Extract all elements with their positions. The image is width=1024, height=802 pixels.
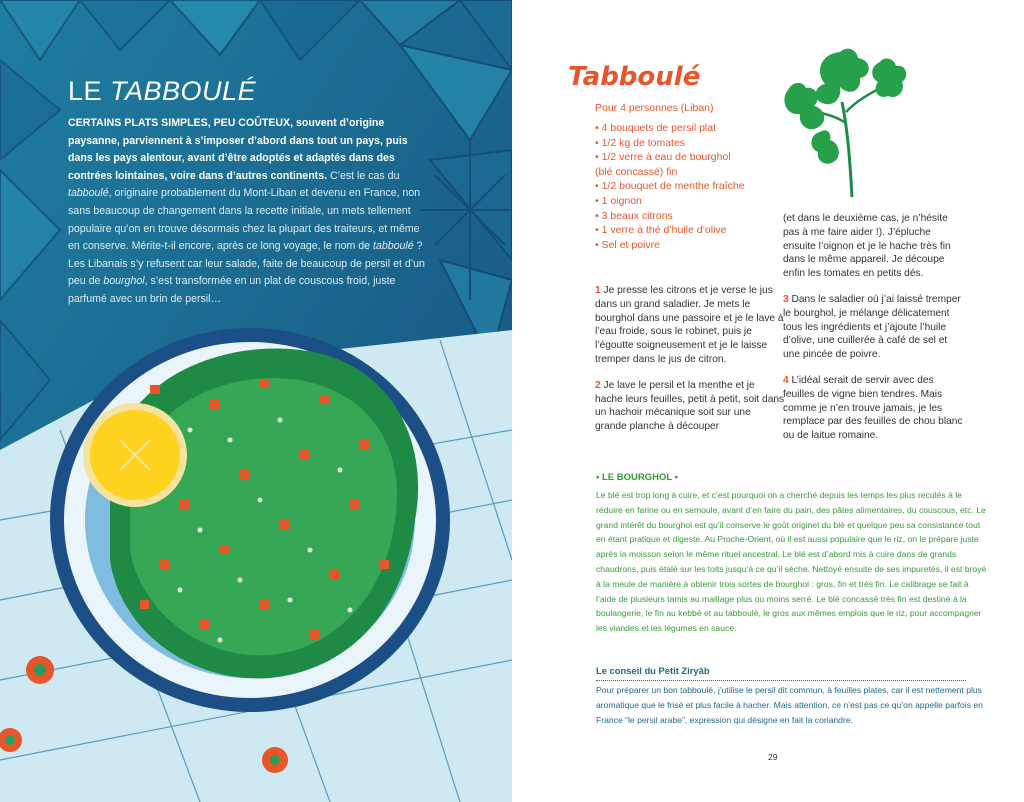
recipe-step: 3 Dans le saladier où j’ai laissé tremper le bourghol, je mélange délicatement tous les ingrédients et j’ajoute l’huile d’olive, une cuillerée à café de sel et une pincée de poivre.	[783, 293, 961, 361]
bourghol-heading: • LE BOURGHOL •	[596, 472, 678, 483]
divider	[596, 680, 966, 681]
ingredient-item: • 4 bouquets de persil plat	[595, 122, 717, 134]
steps-column-left	[595, 284, 785, 446]
page-title: LE TABBOULÉ	[68, 76, 257, 106]
ingredient-list	[595, 121, 770, 252]
page-number: 29	[768, 752, 778, 762]
ingredient-item: (blé concassé) fin	[595, 165, 678, 178]
recipe-step: (et dans le deuxième cas, je n’hésite pas à me faire aider !). J’épluche ensuite l’oignon et je le hache très fin dans le même appareil. Je découpe enfin les tomates en petits dés.	[783, 213, 951, 280]
intro-paragraph: CERTAINS PLATS SIMPLES, PEU COÛTEUX, souvent d’origine paysanne, parviennent à s’imposer d’abord dans tout un pays, puis dans les pays alentour, avant d’être adoptés et adaptés dans des contrées lointaines, voire dans d’autres continents. C’est le cas du tabboulé, originaire probablement du Mont-Liban et devenu en France, non sans beaucoup de changement dans la recette initiale, un mets tellement populaire qu’on en trouve désormais chez la plupart des traiteurs, et même en conserve. Mérite-t-il encore, après ce long voyage, le nom de tabboulé ? Les Libanais s’y refusent car leur salade, faite de beaucoup de persil et d’un peu de bourghol, s’est transformée en un plat de couscous froid, juste parfumé avec un brin de persil…	[68, 117, 425, 305]
recipe-step: 1 Je presse les citrons et je verse le jus dans un grand saladier. Je mets le bourghol dans une passoire et je le lave à l’eau froide, sous le robinet, puis je l’égoutte soigneusement et je le laisse tremper dans le jus de citron.	[595, 285, 784, 365]
ingredient-item: • 1 verre à thé d’huile d’olive	[595, 224, 727, 237]
recipe-servings: Pour 4 personnes (Liban)	[595, 102, 714, 114]
ingredient-item: • 1/2 verre à eau de bourghol	[595, 151, 731, 164]
bourghol-text: Le blé est trop long à cuire, et c’est pourquoi on a cherché depuis les temps les plus reculés à le réduire en farine ou en semoule, avant d’en faire du pain, des pâtes alimentaires, du couscous, etc. Le grand intérêt du bourghol est qu’il conserve le goût originel du blé et quelque peu sa consistance tout en étant pratique et digeste. Au Proche-Orient, où il est aussi populaire que le riz, on le prépare juste après la moisson selon le même rituel ancestral. Le blé est d’abord mis à cuire dans de grands chaudrons, puis étalé sur les toits jusqu’à ce qu’il sèche. Nettoyé ensuite de ses impuretés, il est broyé à la meule de manière à obtenir trois sortes de bourghol : gros, fin et très fin. Le calibrage se fait à l’aide de plusieurs tamis au maillage plus ou moins serré. Le blé concassé très fin est destiné à la boulangerie, le fin au kebbé et au tabboulé, le gros aux mêmes emplois que le riz, pour accompagner les viandes et les légumes en sauce.	[596, 490, 987, 634]
ingredient-item: • 3 beaux citrons	[595, 209, 673, 222]
ingredient-item: • Sel et poivre	[595, 238, 660, 251]
recipe-title: Tabboulé	[568, 62, 701, 92]
ingredient-item: • 1 oignon	[595, 194, 642, 207]
recipe-step: 4 L’idéal serait de servir avec des feuilles de vigne bien tendres. Mais comme je n’en trouve jamais, je les remplace par des feuilles de chou blanc ou de laitue romaine.	[783, 374, 963, 442]
ingredient-item: • 1/2 bouquet de menthe fraîche	[595, 180, 745, 193]
parsley-icon	[780, 42, 910, 202]
right-page-recipe	[512, 0, 1024, 802]
recipe-step: 2 Je lave le persil et la menthe et je hache leurs feuilles, petit à petit, soit dans un hachoir mécanique soit sur une grande planche à découper	[595, 379, 785, 433]
steps-column-right	[783, 212, 963, 455]
lemon-slice	[83, 403, 187, 507]
conseil-text: Pour préparer un bon tabboulé, j’utilise le persil dit commun, à feuilles plates, car il est nettement plus aromatique que le frisé et plus facile à hacher. Mais attention, ce n’est pas ce qu’on appelle parfois en France “le persil arabe”, expression qui désigne en fait la coriandre.	[596, 685, 983, 725]
conseil-heading: Le conseil du Petit Ziryâb	[596, 665, 710, 676]
tabbouleh-plate	[50, 328, 450, 712]
ingredient-item: • 1/2 kg de tomates	[595, 136, 686, 149]
